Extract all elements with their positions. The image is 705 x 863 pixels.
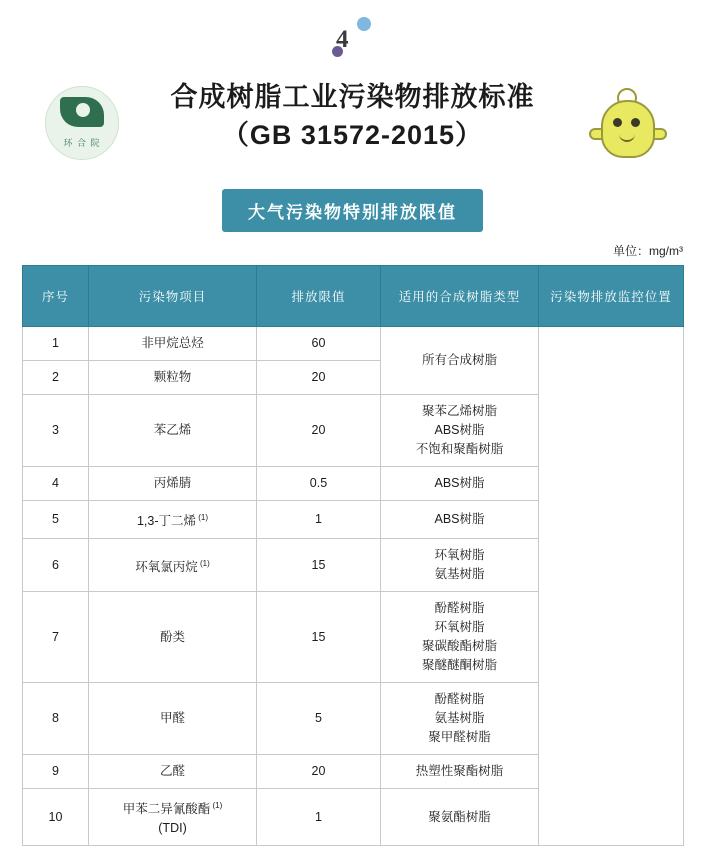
limits-table-wrap: [0, 259, 705, 846]
title-line-2: （GB 31572-2015）: [221, 120, 484, 150]
resin-type-line: ABS树脂: [434, 512, 485, 527]
resin-type-line: 聚甲醛树脂: [428, 730, 491, 745]
table-head: [23, 266, 684, 327]
resin-type-line: 氨基树脂: [434, 567, 485, 582]
resin-type-line: 酚醛树脂: [434, 692, 485, 707]
resin-type-line: 酚醛树脂: [434, 601, 485, 616]
column-header-limit: 排放限值: [257, 266, 381, 327]
cell-resin-type: [381, 789, 539, 846]
mascot-left-eye-icon: [613, 118, 622, 127]
section-banner: 大气污染物特别排放限值: [222, 189, 483, 232]
cell-no: 9: [23, 755, 89, 789]
mascot-icon: [591, 88, 663, 162]
cell-emission-limit: 20: [257, 755, 381, 789]
cell-resin-type: [381, 683, 539, 755]
cell-resin-type: [381, 327, 539, 395]
resin-type-line: 聚醚醚酮树脂: [421, 658, 497, 673]
cell-pollutant-item: 甲醛: [89, 683, 257, 755]
resin-type-line: 热塑性聚酯树脂: [415, 764, 504, 779]
cell-no: 8: [23, 683, 89, 755]
cell-pollutant-item: 颗粒物: [89, 361, 257, 395]
resin-type-line: 聚苯乙烯树脂: [421, 404, 497, 418]
cell-no: 2: [23, 361, 89, 395]
resin-type-line: ABS树脂: [434, 476, 485, 490]
cell-no: 1: [23, 327, 89, 361]
table-header-row: [23, 266, 684, 327]
cell-emission-limit: 0.5: [257, 467, 381, 501]
cell-resin-type: [381, 501, 539, 539]
resin-type-line: 聚氨酯树脂: [428, 809, 491, 824]
cell-emission-limit: 60: [257, 327, 381, 361]
resin-type-line: 不饱和聚酯树脂: [415, 442, 504, 456]
resin-type-line: 氨基树脂: [434, 711, 485, 726]
cell-pollutant-item: 非甲烷总烃: [89, 327, 257, 361]
cell-pollutant-item: 丙烯腈: [89, 467, 257, 501]
unit-text: 单位：mg/m³: [613, 244, 683, 258]
cell-resin-type: [381, 755, 539, 789]
section-banner-wrap: [0, 189, 705, 232]
cell-pollutant-item: 甲苯二异氰酸酯 $^{(1)}$ (TDI): [89, 789, 257, 846]
cell-no: 7: [23, 592, 89, 683]
decorative-blue-dot-icon: [357, 17, 371, 31]
cell-pollutant-item: 环氧氯丙烷 $^{(1)}$: [89, 539, 257, 592]
column-header-type: 适用的合成树脂类型: [381, 266, 539, 327]
page-number: 4: [336, 26, 349, 53]
cell-emission-limit: 5: [257, 683, 381, 755]
column-header-item: 污染物项目: [89, 266, 257, 327]
page-number-decoration: [0, 0, 705, 78]
table-row: [23, 327, 684, 361]
footnote-marker: (1): [210, 801, 223, 811]
table-body: [23, 327, 684, 846]
cell-no: 3: [23, 395, 89, 467]
footnote-marker: (1): [196, 513, 209, 522]
title-line-1: 合成树脂工业污染物排放标准: [170, 82, 535, 112]
mascot-body-icon: [601, 100, 655, 158]
resin-type-line: 聚碳酸酯树脂: [421, 639, 497, 654]
cell-no: 5: [23, 501, 89, 539]
footnote-marker: (1): [197, 558, 210, 568]
cell-emission-limit: 15: [257, 592, 381, 683]
cell-resin-type: [381, 592, 539, 683]
cell-pollutant-item: 乙醛: [89, 755, 257, 789]
cell-emission-limit: 1: [257, 501, 381, 539]
cell-pollutant-item: 苯乙烯: [89, 395, 257, 467]
resin-type-line: 环氧树脂: [434, 548, 485, 563]
cell-no: 4: [23, 467, 89, 501]
resin-type-line: 所有合成树脂: [421, 353, 497, 367]
limits-table: [22, 265, 684, 846]
resin-type-line: 环氧树脂: [434, 620, 485, 635]
cell-pollutant-item: 1,3-丁二烯 $^{(1)}$: [89, 501, 257, 539]
resin-type-line: ABS树脂: [434, 423, 485, 437]
document-header: [0, 78, 705, 173]
cell-resin-type: [381, 467, 539, 501]
logo-text: 环 合 院: [63, 138, 101, 148]
cell-monitoring-position: [539, 327, 684, 846]
cell-emission-limit: 20: [257, 361, 381, 395]
cell-emission-limit: 20: [257, 395, 381, 467]
cell-emission-limit: 1: [257, 789, 381, 846]
cell-pollutant-item: 酚类: [89, 592, 257, 683]
column-header-position: 污染物排放监控位置: [539, 266, 684, 327]
column-header-no: 序号: [23, 266, 89, 327]
cell-resin-type: [381, 539, 539, 592]
unit-label: [0, 242, 705, 259]
cell-pollutant-item-line2: (TDI): [158, 821, 187, 836]
cell-no: 6: [23, 539, 89, 592]
cell-no: 10: [23, 789, 89, 846]
cell-resin-type: [381, 395, 539, 467]
cell-emission-limit: 15: [257, 539, 381, 592]
mascot-right-eye-icon: [631, 118, 640, 127]
